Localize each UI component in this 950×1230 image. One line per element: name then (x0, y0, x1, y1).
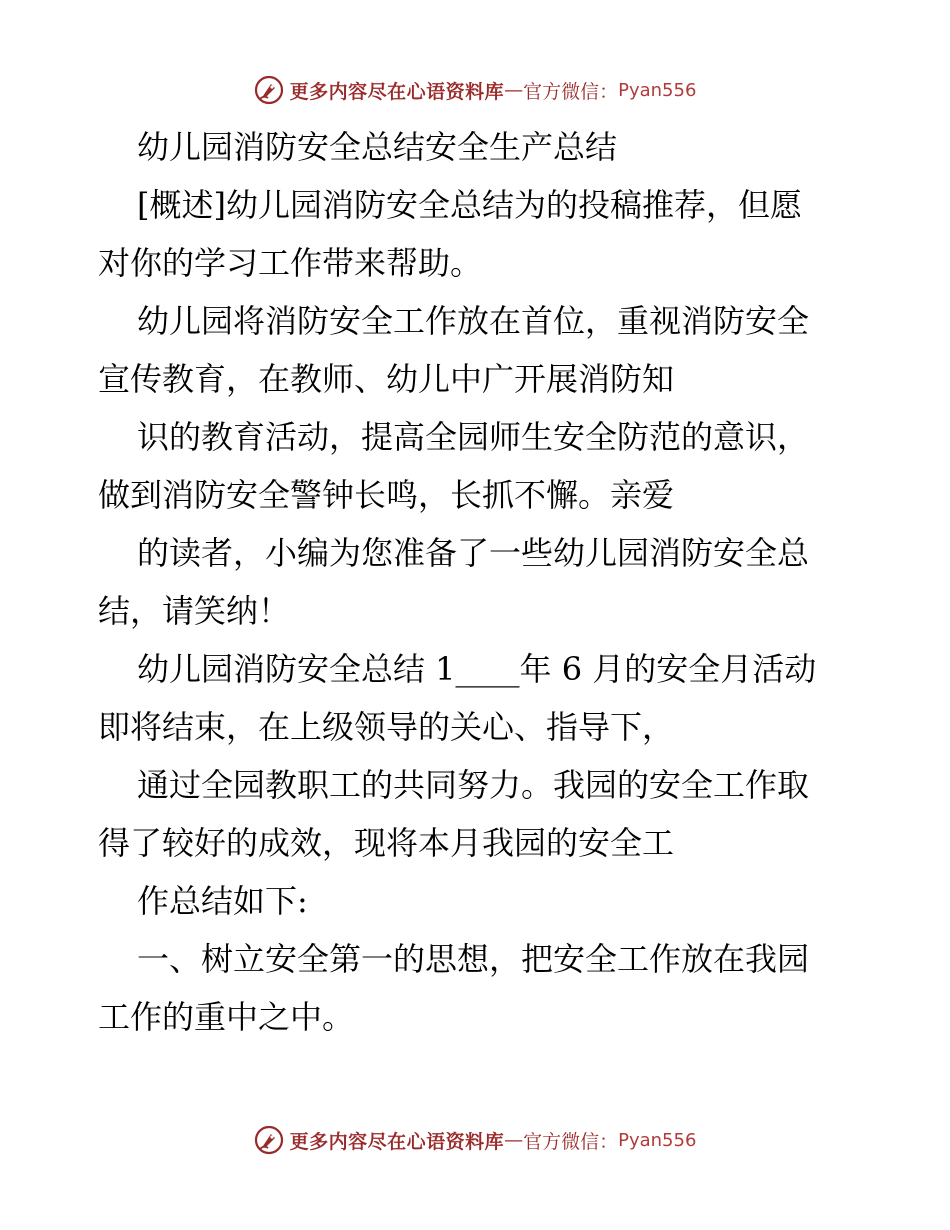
banner-dash: — (504, 1129, 524, 1151)
banner-title: 更多内容尽在心语资料库 (289, 80, 505, 103)
text-line: 对你的学习工作带来帮助。 (98, 244, 483, 282)
banner-wechat-id: Pyan556 (618, 79, 697, 101)
text-line: 工作的重中之中。 (98, 998, 355, 1036)
pen-nib-logo-icon (254, 1125, 284, 1155)
text-line: 一、树立安全第一的思想，把安全工作放在我园 (137, 940, 810, 978)
text-line: 做到消防安全警钟长鸣，长抓不懈。亲爱 (98, 476, 675, 514)
text-line: 宣传教育，在教师、幼儿中广开展消防知 (98, 360, 675, 398)
banner-wechat-id: Pyan556 (618, 1129, 697, 1151)
text-line: 得了较好的成效，现将本月我园的安全工 (98, 824, 675, 862)
header-banner (0, 72, 950, 108)
banner-title: 更多内容尽在心语资料库 (289, 1130, 505, 1153)
text-line: 即将结束，在上级领导的关心、指导下， (98, 708, 675, 746)
text-line: 识的教育活动，提高全园师生安全防范的意识， (137, 418, 810, 456)
text-line: 幼儿园消防安全总结 1____年 6 月的安全月活动 (137, 650, 817, 688)
text-line: 通过全园教职工的共同努力。我园的安全工作取 (137, 766, 810, 804)
footer-banner (0, 1122, 950, 1158)
pen-nib-logo-icon (254, 75, 284, 105)
text-line: 作总结如下: (137, 882, 308, 920)
banner-dash: — (504, 79, 524, 101)
text-line: 幼儿园将消防安全工作放在首位，重视消防安全 (137, 302, 810, 340)
text-line: 结，请笑纳！ (98, 592, 291, 630)
banner-wechat-label: 官方微信： (523, 1130, 619, 1153)
text-line: 的读者，小编为您准备了一些幼儿园消防安全总 (137, 534, 810, 572)
banner-wechat-label: 官方微信： (523, 80, 619, 103)
document-title: 幼儿园消防安全总结安全生产总结 (137, 128, 618, 166)
document-body (98, 118, 858, 1046)
text-line: [概述]幼儿园消防安全总结为的投稿推荐，但愿 (137, 186, 802, 224)
